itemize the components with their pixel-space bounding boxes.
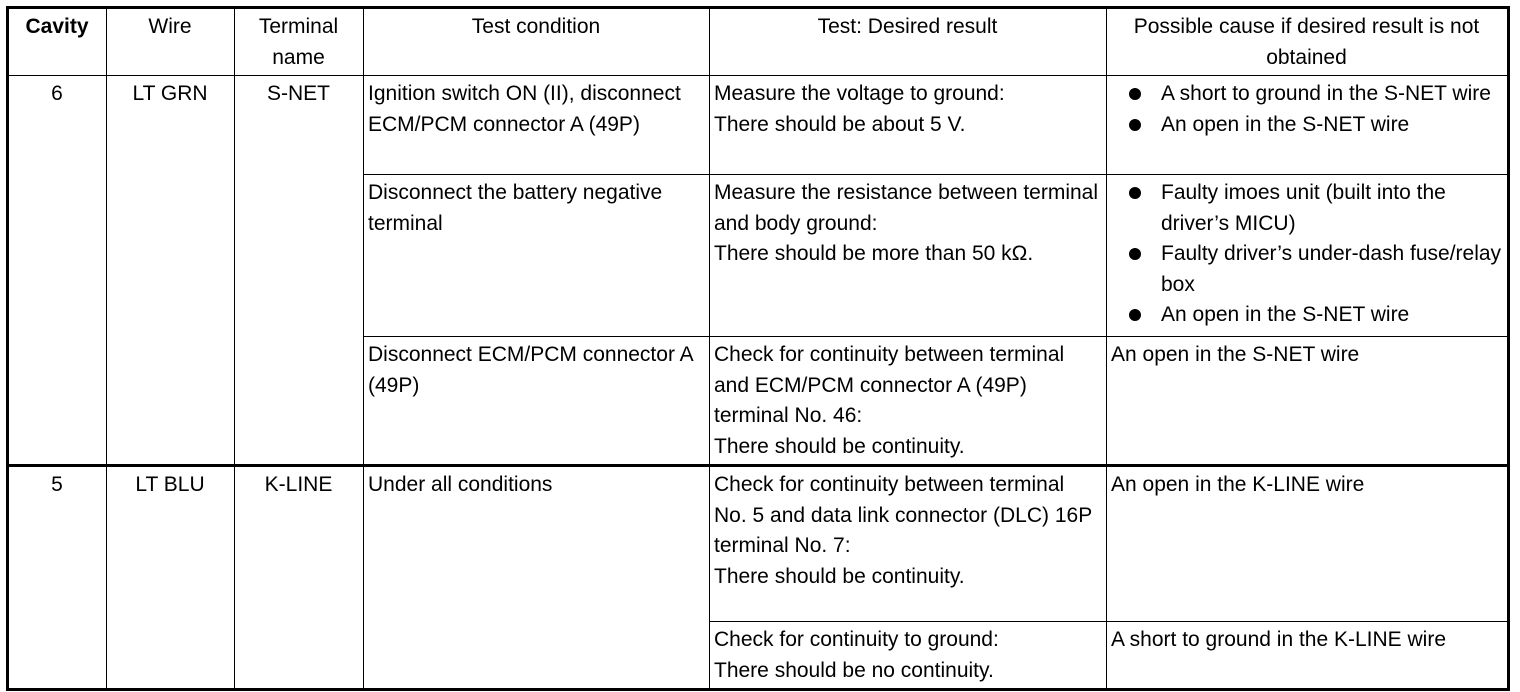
cause-item — [1111, 79, 1502, 110]
cause-item — [1111, 178, 1502, 239]
header-test-condition: Test condition — [364, 8, 710, 76]
troubleshooting-table — [6, 6, 1510, 691]
result-text: There should be about 5 V. — [714, 112, 966, 136]
cavity-cell: 6 — [8, 76, 107, 466]
cause-cell: An open in the K-LINE wire — [1107, 466, 1509, 622]
cause-text: Faulty imoes unit (built into the driver’s MICU) — [1161, 181, 1446, 235]
result-cell — [710, 175, 1107, 337]
result-cell — [710, 622, 1107, 690]
cause-text: A short to ground in the S-NET wire — [1161, 82, 1491, 105]
cause-text: Faulty driver’s under-dash fuse/relay box — [1161, 242, 1502, 296]
result-text: Check for continuity to ground: — [714, 628, 999, 651]
result-cell — [710, 76, 1107, 175]
result-text: There should be no continuity. — [714, 658, 994, 682]
result-text: Check for continuity between terminal and ECM/PCM connector A (49P) terminal No. 46: — [714, 343, 1065, 427]
condition-cell: Disconnect the battery negative terminal — [364, 175, 710, 337]
terminal-cell: S-NET — [235, 76, 364, 466]
cause-cell: A short to ground in the K-LINE wire — [1107, 622, 1509, 690]
cause-list — [1111, 79, 1502, 140]
header-wire: Wire — [107, 8, 235, 76]
cause-cell: An open in the S-NET wire — [1107, 337, 1509, 466]
header-terminal-name: Terminal name — [235, 8, 364, 76]
bullet-icon — [1129, 88, 1141, 100]
bullet-icon — [1129, 119, 1141, 131]
result-text: There should be continuity. — [714, 434, 965, 458]
result-text: Measure the resistance between terminal and body ground: — [714, 181, 1099, 235]
wire-cell: LT GRN — [107, 76, 235, 466]
header-row — [8, 8, 1509, 76]
terminal-cell: K-LINE — [235, 466, 364, 690]
cause-item — [1111, 300, 1502, 331]
cause-cell — [1107, 76, 1509, 175]
result-text: There should be continuity. — [714, 564, 965, 588]
cause-text: An open in the S-NET wire — [1161, 112, 1410, 136]
bullet-icon — [1129, 309, 1141, 321]
result-cell — [710, 466, 1107, 622]
condition-cell: Under all conditions — [364, 466, 710, 690]
header-possible-cause: Possible cause if desired result is not obtained — [1107, 8, 1509, 76]
condition-cell: Ignition switch ON (II), disconnect ECM/PCM connector A (49P) — [364, 76, 710, 175]
cause-text: An open in the S-NET wire — [1161, 303, 1410, 326]
header-cavity: Cavity — [8, 8, 107, 76]
wire-cell: LT BLU — [107, 466, 235, 690]
cause-item — [1111, 239, 1502, 300]
result-text: Check for continuity between terminal No. 5 and data link connector (DLC) 16P terminal No. 7: — [714, 473, 1092, 557]
cause-cell — [1107, 175, 1509, 337]
cavity-cell: 5 — [8, 466, 107, 690]
bullet-icon — [1129, 248, 1141, 260]
table-row — [8, 466, 1509, 622]
header-desired-result: Test: Desired result — [710, 8, 1107, 76]
result-cell — [710, 337, 1107, 466]
bullet-icon — [1129, 187, 1141, 199]
result-text: Measure the voltage to ground: — [714, 82, 1005, 105]
cause-item — [1111, 110, 1502, 141]
cause-list — [1111, 178, 1502, 331]
table-row — [8, 76, 1509, 175]
result-text: There should be more than 50 kΩ. — [714, 242, 1034, 265]
condition-cell: Disconnect ECM/PCM connector A (49P) — [364, 337, 710, 466]
